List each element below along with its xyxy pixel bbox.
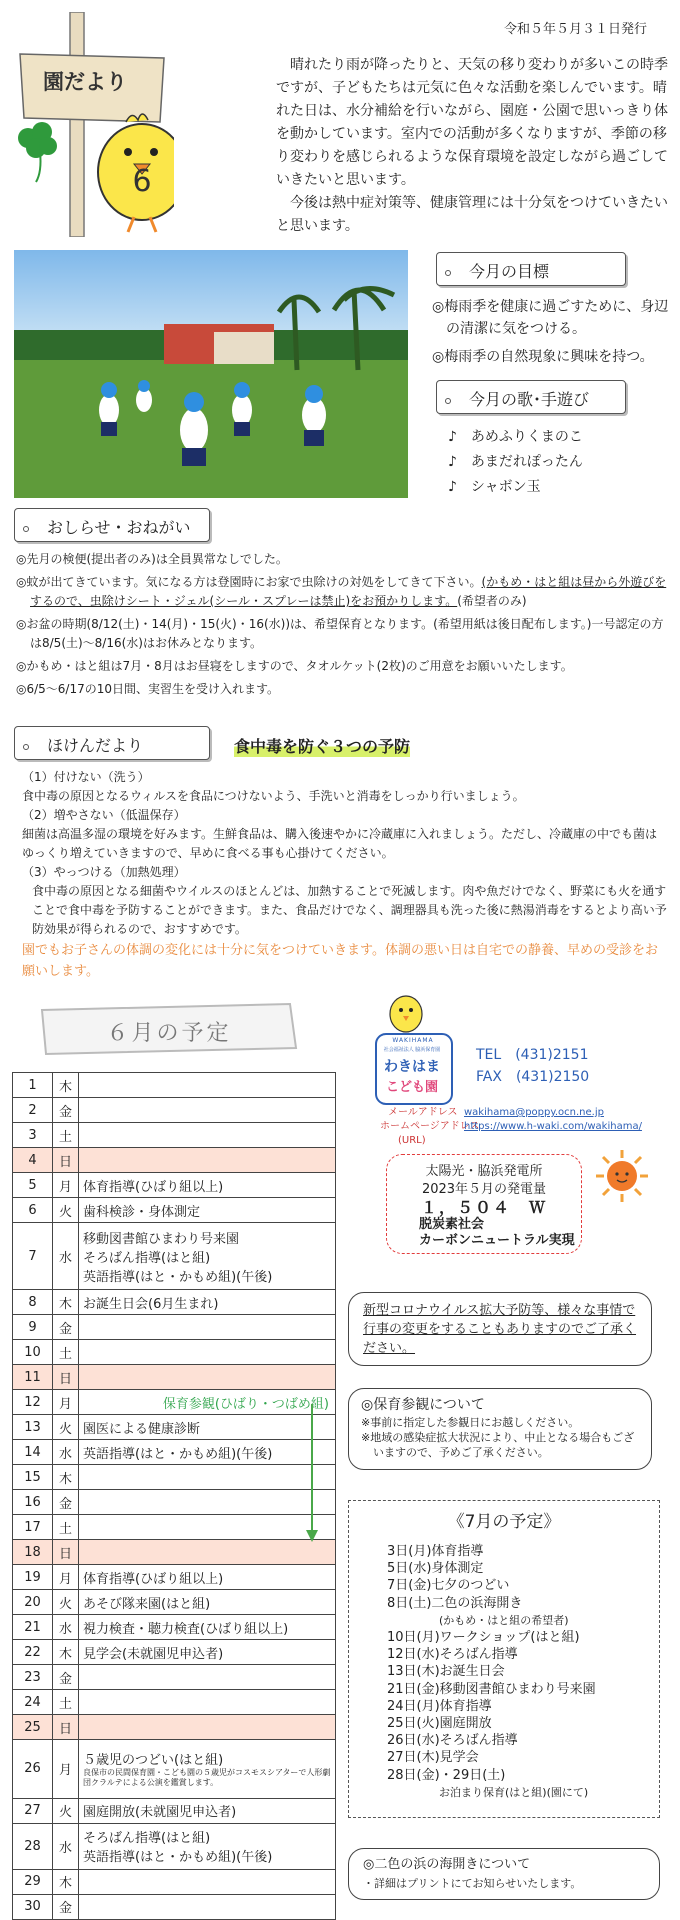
schedule-day: 26	[13, 1740, 53, 1799]
bullet-dot-icon	[23, 526, 29, 532]
schedule-weekday: 金	[53, 1490, 79, 1515]
health-section-label: （3）やっつける（加熱処理）	[22, 865, 186, 879]
schedule-weekday: 木	[53, 1073, 79, 1098]
bullet-dot-icon	[23, 744, 29, 750]
health-heading	[14, 726, 210, 760]
intro-paragraph: 今後は熱中症対策等、健康管理には十分気をつけていきたいと思います。	[276, 195, 668, 234]
health-section-body: 食中毒の原因となる細菌やウイルスのほとんどは、加熱することで死滅します。肉や魚だけでなく、野菜にも火を通すことで食中毒を予防することができます。また、食品だけでなく、調理器具も洗った後に熱湯消毒をするとより高い予防効果が得られるので、おすすめです。	[32, 884, 667, 936]
schedule-row	[13, 1665, 336, 1690]
schedule-day: 27	[13, 1798, 53, 1823]
july-item: 21日(金)移動図書館ひまわり号来園	[387, 1681, 596, 1697]
schedule-events	[79, 1798, 336, 1823]
schedule-weekday: 金	[53, 1098, 79, 1123]
notice-item: ◎6/5～6/17の10日間、実習生を受け入れます。	[16, 682, 280, 696]
july-item: 5日(水)身体測定	[387, 1561, 484, 1577]
solar-line: 脱炭素社会	[419, 1217, 485, 1232]
schedule-event: あそび隊来園(はと組)	[83, 1596, 211, 1612]
mail-label: メールアドレス	[388, 1107, 458, 1118]
schedule-row	[13, 1440, 336, 1465]
schedule-events	[79, 1290, 336, 1315]
songs-heading-label: 今月の歌･手遊び	[469, 390, 590, 409]
schedule-weekday: 月	[53, 1740, 79, 1799]
july-heading: 《7月の予定》	[447, 1512, 561, 1532]
schedule-day: 24	[13, 1690, 53, 1715]
month-number: 6	[132, 164, 152, 199]
july-items	[363, 1543, 645, 1801]
schedule-event: お誕生日会(6月生まれ)	[83, 1296, 219, 1312]
schedule-event: 歯科検診・身体測定	[83, 1204, 201, 1220]
schedule-day: 12	[13, 1390, 53, 1415]
health-heading-label: ほけんだより	[47, 736, 144, 755]
health-section-label: （1）付けない（洗う）	[22, 770, 150, 784]
health-article-body	[22, 768, 668, 939]
parent-visit-note: ※事前に指定した参観日にお越しください。	[361, 1416, 580, 1429]
songs-heading	[436, 380, 626, 414]
july-item: 25日(火)園庭開放	[387, 1716, 492, 1732]
schedule-weekday: 金	[53, 1894, 79, 1919]
notice-item: ◎かもめ・はと組は7月・8月はお昼寝をしますので、タオルケット(2枚)のご用意をお願いいたします。	[16, 659, 573, 673]
fax-label: FAX	[476, 1069, 502, 1085]
schedule-weekday: 木	[53, 1869, 79, 1894]
song-item: ♪ あめふりくまのこ	[448, 429, 583, 445]
bullet-dot-icon	[445, 270, 451, 276]
notice-item	[16, 573, 668, 611]
schedule-row	[13, 1590, 336, 1615]
sea-opening-notice	[348, 1848, 660, 1900]
school-name-latin: WAKIHAMA	[392, 1037, 434, 1044]
schedule-row	[13, 1715, 336, 1740]
covid-notice: 新型コロナウイルス拡大予防等、様々な事情で行事の変更をすることもありますのでご了承ください。	[348, 1292, 652, 1366]
schedule-weekday: 日	[53, 1365, 79, 1390]
children-running-photo	[14, 250, 408, 498]
schedule-day: 14	[13, 1440, 53, 1465]
notice-text: (希望者のみ)	[457, 594, 527, 608]
schedule-events	[79, 1315, 336, 1340]
schedule-events	[79, 1148, 336, 1173]
intro-text	[276, 54, 668, 238]
schedule-day: 17	[13, 1515, 53, 1540]
schedule-events	[79, 1123, 336, 1148]
schedule-event: 移動図書館ひまわり号来園	[83, 1231, 240, 1247]
schedule-events	[79, 1565, 336, 1590]
solar-value: １，５０４ Ｗ	[420, 1198, 547, 1217]
schedule-weekday: 月	[53, 1390, 79, 1415]
schedule-event: 園医による健康診断	[83, 1421, 201, 1437]
health-section-body: 細菌は高温多湿の環境を好みます。生鮮食品は、購入後速やかに冷蔵庫に入れましょう。ただし、冷蔵庫の中でも菌はゆっくり増えていきますので、早めに食べる事も心掛けてください。	[22, 827, 658, 860]
schedule-events	[79, 1340, 336, 1365]
schedule-events	[79, 1823, 336, 1869]
newsletter-title: 園だより	[43, 70, 127, 94]
schedule-events	[79, 1223, 336, 1290]
july-schedule	[348, 1500, 660, 1818]
health-warning: 園でもお子さんの体調の変化には十分に気をつけていきます。体調の悪い日は自宅での静養、早めの受診をお願いします。	[22, 943, 658, 979]
web-label-url: (URL)	[398, 1135, 426, 1146]
schedule-weekday: 水	[53, 1223, 79, 1290]
schedule-weekday: 火	[53, 1198, 79, 1223]
july-item: 12日(水)そろばん指導	[387, 1647, 518, 1663]
schedule-events	[79, 1198, 336, 1223]
schedule-weekday: 日	[53, 1148, 79, 1173]
schedule-row	[13, 1540, 336, 1565]
schedule-weekday: 月	[53, 1173, 79, 1198]
schedule-weekday: 日	[53, 1715, 79, 1740]
schedule-weekday: 土	[53, 1690, 79, 1715]
notice-item: ◎先月の検便(提出者のみ)は全員異常なしでした。	[16, 552, 288, 566]
schedule-weekday: 金	[53, 1315, 79, 1340]
health-article-title: 食中毒を防ぐ３つの予防	[234, 734, 410, 757]
schedule-row	[13, 1173, 336, 1198]
schedule-row	[13, 1198, 336, 1223]
schedule-events	[79, 1740, 336, 1799]
schedule-events	[79, 1073, 336, 1098]
schedule-day: 4	[13, 1148, 53, 1173]
bullet-dot-icon	[445, 398, 451, 404]
schedule-title: ６月の予定	[106, 1021, 232, 1046]
schedule-events	[79, 1173, 336, 1198]
schedule-events	[79, 1590, 336, 1615]
schedule-weekday: 金	[53, 1665, 79, 1690]
schedule-row	[13, 1340, 336, 1365]
notices-heading	[14, 508, 210, 542]
sea-note: ・詳細はプリントにてお知らせいたします。	[363, 1877, 582, 1890]
schedule-row	[13, 1823, 336, 1869]
intro-paragraph: 晴れたり雨が降ったりと、天気の移り変わりが多いこの時季ですが、子どもたちは元気に色々な活動を楽しんでいます。晴れた日は、水分補給を行いながら、園庭・公園で思いっきり体を動かしています。室内での活動が多くなりますが、季節の移り変わりを感じられるような保育環境を設定しながら過ごしていきたいと思います。	[276, 57, 668, 188]
schedule-day: 7	[13, 1223, 53, 1290]
notices-heading-label: おしらせ・おねがい	[47, 518, 191, 537]
schedule-event: 体育指導(ひばり組以上)	[83, 1571, 224, 1587]
schedule-day: 6	[13, 1198, 53, 1223]
solar-line: 太陽光・脇浜発電所	[425, 1164, 543, 1179]
schedule-day: 22	[13, 1640, 53, 1665]
schedule-event: そろばん指導(はと組)	[83, 1831, 211, 1847]
schedule-row	[13, 1894, 336, 1919]
schedule-events	[79, 1365, 336, 1390]
song-item: ♪ シャボン玉	[448, 479, 541, 495]
schedule-events	[79, 1715, 336, 1740]
schedule-events	[79, 1465, 336, 1490]
solar-line: 2023年５月の発電量	[421, 1182, 547, 1197]
schedule-day: 18	[13, 1540, 53, 1565]
schedule-row	[13, 1390, 336, 1415]
parent-visit-heading: ◎保育参観について	[361, 1397, 485, 1413]
schedule-day: 23	[13, 1665, 53, 1690]
schedule-day: 11	[13, 1365, 53, 1390]
schedule-events	[79, 1615, 336, 1640]
schedule-weekday: 月	[53, 1565, 79, 1590]
fax-number: (431)2150	[515, 1069, 590, 1085]
schedule-events	[79, 1540, 336, 1565]
mail-link[interactable]: wakihama@poppy.ocn.ne.jp	[464, 1107, 604, 1118]
schedule-day: 13	[13, 1415, 53, 1440]
schedule-day: 19	[13, 1565, 53, 1590]
july-item: 24日(月)体育指導	[387, 1698, 492, 1714]
web-link[interactable]: https://www.h-waki.com/wakihama/	[464, 1121, 642, 1132]
schedule-day: 2	[13, 1098, 53, 1123]
schedule-row	[13, 1098, 336, 1123]
schedule-row	[13, 1415, 336, 1440]
schedule-events	[79, 1515, 336, 1540]
schedule-events	[79, 1690, 336, 1715]
schedule-event: ５歳児のつどい(はと組)	[83, 1753, 224, 1769]
goals-heading	[436, 252, 626, 286]
schedule-event: 見学会(未就園児申込者)	[83, 1646, 224, 1662]
schedule-events	[79, 1098, 336, 1123]
july-item: 8日(土)二色の浜海開き	[387, 1595, 523, 1611]
school-name-line2: こども園	[385, 1080, 438, 1095]
schedule-event: 体育指導(ひばり組以上)	[83, 1179, 224, 1195]
schedule-day: 25	[13, 1715, 53, 1740]
schedule-row	[13, 1465, 336, 1490]
solar-line: カーボンニュートラル実現	[419, 1233, 575, 1248]
schedule-events	[79, 1415, 336, 1440]
title-sign-illustration	[14, 12, 174, 237]
schedule-weekday: 木	[53, 1640, 79, 1665]
goal-item: ◎梅雨季の自然現象に興味を持つ。	[432, 349, 654, 365]
july-item: 7日(金)七夕のつどい	[387, 1578, 510, 1594]
schedule-day: 30	[13, 1894, 53, 1919]
goals-list	[432, 296, 672, 368]
notice-item: ◎お盆の時期(8/12(土)・14(月)・15(火)・16(水))は、希望保育となります。(希望用紙は後日配布します。)一号認定の方は8/5(土)～8/16(水)はお休みとなります。	[16, 617, 664, 650]
schedule-day: 8	[13, 1290, 53, 1315]
schedule-event: 英語指導(はと・かもめ組)(午後)	[83, 1850, 273, 1866]
schedule-row	[13, 1490, 336, 1515]
parent-visit-notice	[348, 1388, 652, 1470]
schedule-row	[13, 1148, 336, 1173]
schedule-events	[79, 1894, 336, 1919]
tel-label: TEL	[476, 1047, 502, 1063]
song-item: ♪ あまだれぽったん	[448, 454, 583, 470]
schedule-weekday: 木	[53, 1465, 79, 1490]
schedule-weekday: 火	[53, 1415, 79, 1440]
schedule-row	[13, 1315, 336, 1340]
schedule-row	[13, 1869, 336, 1894]
schedule-weekday: 土	[53, 1340, 79, 1365]
schedule-row	[13, 1798, 336, 1823]
schedule-events	[79, 1665, 336, 1690]
schedule-event: 視力検査・聴力検査(ひばり組以上)	[83, 1621, 289, 1637]
notice-underlined-text: (かもめ・はと組は昼から外遊びをするので、虫除けシート・ジェル(シール・スプレーは禁止)をお預かりします。	[30, 575, 667, 608]
schedule-day: 21	[13, 1615, 53, 1640]
june-schedule-table	[12, 1072, 336, 1920]
schedule-weekday: 土	[53, 1515, 79, 1540]
schedule-weekday: 水	[53, 1440, 79, 1465]
schedule-weekday: 火	[53, 1590, 79, 1615]
goal-item: ◎梅雨季を健康に過ごすために、身辺の清潔に気をつける。	[432, 299, 669, 337]
schedule-row	[13, 1223, 336, 1290]
july-item: お泊まり保育(はと組)(園にて)	[439, 1785, 589, 1799]
school-name-line1: わきはま	[384, 1059, 440, 1075]
schedule-event: そろばん指導(はと組)	[83, 1250, 211, 1266]
schedule-day: 5	[13, 1173, 53, 1198]
schedule-day: 29	[13, 1869, 53, 1894]
schedule-row	[13, 1365, 336, 1390]
schedule-event: 英語指導(はと・かもめ組)(午後)	[83, 1446, 273, 1462]
schedule-weekday: 水	[53, 1615, 79, 1640]
july-item: 3日(月)体育指導	[387, 1544, 484, 1559]
schedule-day: 9	[13, 1315, 53, 1340]
schedule-row	[13, 1290, 336, 1315]
schedule-day: 20	[13, 1590, 53, 1615]
schedule-events	[79, 1490, 336, 1515]
school-contact	[476, 1044, 589, 1088]
health-section-label: （2）増やさない（低温保存）	[22, 808, 186, 822]
health-section-body: 食中毒の原因となるウィルスを食品につけないよう、手洗いと消毒をしっかり行いましょう。	[22, 789, 525, 803]
schedule-weekday: 土	[53, 1123, 79, 1148]
solar-power-box	[386, 1154, 582, 1254]
goals-heading-label: 今月の目標	[469, 262, 550, 281]
songs-list	[448, 425, 583, 500]
schedule-day: 15	[13, 1465, 53, 1490]
schedule-weekday: 日	[53, 1540, 79, 1565]
sea-heading: ◎二色の浜の海開きについて	[363, 1857, 531, 1872]
july-item: 10日(月)ワークショップ(はと組)	[387, 1630, 580, 1646]
notice-text: ◎蚊が出てきています。気になる方は登園時にお家で虫除けの対処をしてきて下さい。	[16, 575, 482, 589]
parent-visit-note: ※地域の感染症拡大状況により、中止となる場合もございますので、予めご了承ください。	[361, 1431, 635, 1459]
schedule-event: 園庭開放(未就園児申込者)	[83, 1805, 237, 1821]
july-item: 13日(木)お誕生日会	[387, 1664, 505, 1680]
schedule-weekday: 木	[53, 1290, 79, 1315]
notices-list	[16, 550, 668, 703]
schedule-row	[13, 1640, 336, 1665]
schedule-row	[13, 1690, 336, 1715]
schedule-row	[13, 1740, 336, 1799]
web-label: ホームページアドレス	[380, 1121, 480, 1132]
parent-visit-arrow	[300, 1404, 324, 1544]
schedule-events	[79, 1390, 336, 1415]
tel-number: (431)2151	[515, 1047, 589, 1063]
schedule-events	[79, 1869, 336, 1894]
schedule-weekday: 水	[53, 1823, 79, 1869]
school-name-sub: 社会福祉法人 脇浜保育園	[383, 1047, 441, 1053]
sun-icon	[594, 1148, 650, 1204]
schedule-row	[13, 1615, 336, 1640]
july-item: 27日(木)見学会	[387, 1750, 479, 1766]
schedule-row	[13, 1565, 336, 1590]
schedule-row	[13, 1515, 336, 1540]
july-item: (かもめ・はと組の希望者)	[439, 1613, 569, 1627]
schedule-day: 10	[13, 1340, 53, 1365]
july-item: 28日(金)・29日(土)	[387, 1767, 506, 1783]
parent-visit-label: 保育参観(ひばり・つばめ組)	[162, 1396, 329, 1412]
schedule-events	[79, 1640, 336, 1665]
schedule-event: 英語指導(はと・かもめ組)(午後)	[83, 1269, 273, 1285]
july-item: 26日(水)そろばん指導	[387, 1733, 518, 1749]
schedule-row	[13, 1073, 336, 1098]
schedule-events	[79, 1440, 336, 1465]
schedule-event-note: 良保市の民間保育園・こども園の５歳児がコスモスシアターで人形劇団クラルテによる公演を鑑賞します。	[83, 1768, 331, 1788]
contact-values	[464, 1106, 642, 1134]
schedule-weekday: 火	[53, 1798, 79, 1823]
schedule-day: 3	[13, 1123, 53, 1148]
issue-date: 令和５年５月３１日発行	[504, 22, 648, 37]
schedule-day: 16	[13, 1490, 53, 1515]
schedule-day: 28	[13, 1823, 53, 1869]
schedule-row	[13, 1123, 336, 1148]
schedule-day: 1	[13, 1073, 53, 1098]
